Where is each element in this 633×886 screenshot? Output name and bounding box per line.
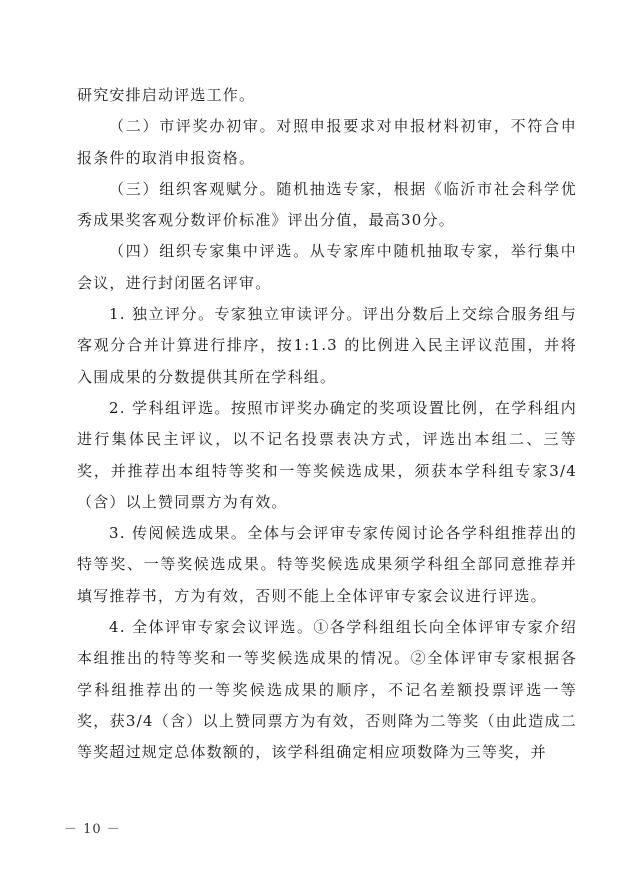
- paragraph-plenary-review: 4. 全体评审专家会议评选。①各学科组组长向全体评审专家介绍本组推出的特等奖和一等奖候选成果的情况。②全体评审专家根据各学科组推荐出的一等奖候选成果的顺序，不记名差额投票评选一等奖，获3/4（含）以上赞同票方为有效，否则降为二等奖（由此造成二等奖超过规定总体数额的，该学科组确定相应项数降为三等奖，并: [77, 618, 577, 762]
- paragraph-continuation: 研究安排启动评选工作。: [77, 86, 256, 104]
- paragraph-preliminary-review: （二）市评奖办初审。对照申报要求对申报材料初审，不符合申报条件的取消申报资格。: [77, 117, 577, 167]
- paragraph-expert-review: （四）组织专家集中评选。从专家库中随机抽取专家，举行集中会议，进行封闭匿名评审。: [77, 242, 577, 292]
- paragraph-objective-scoring: （三）组织客观赋分。随机抽选专家，根据《临沂市社会科学优秀成果奖客观分数评价标准》评出分值，最高30分。: [77, 179, 577, 230]
- page-number: － 10 －: [64, 822, 121, 837]
- paragraph-independent-scoring: 1. 独立评分。专家独立审读评分。评出分数后上交综合服务组与客观分合并计算进行排序，按1:1.3 的比例进入民主评议范围，并将入围成果的分数提供其所在学科组。: [77, 305, 577, 386]
- document-body: [77, 80, 577, 769]
- paragraph-discipline-group-review: 2. 学科组评选。按照市评奖办确定的奖项设置比例，在学科组内进行集体民主评议，以不记名投票表决方式，评选出本组二、三等奖，并推荐出本组特等奖和一等奖候选成果，须获本学科组专家3/4（含）以上赞同票方为有效。: [77, 398, 577, 511]
- paragraph-circulate-candidates: 3. 传阅候选成果。全体与会评审专家传阅讨论各学科组推荐出的特等奖、一等奖候选成果。特等奖候选成果须学科组全部同意推荐并填写推荐书，方为有效，否则不能上全体评审专家会议进行评选。: [77, 524, 577, 605]
